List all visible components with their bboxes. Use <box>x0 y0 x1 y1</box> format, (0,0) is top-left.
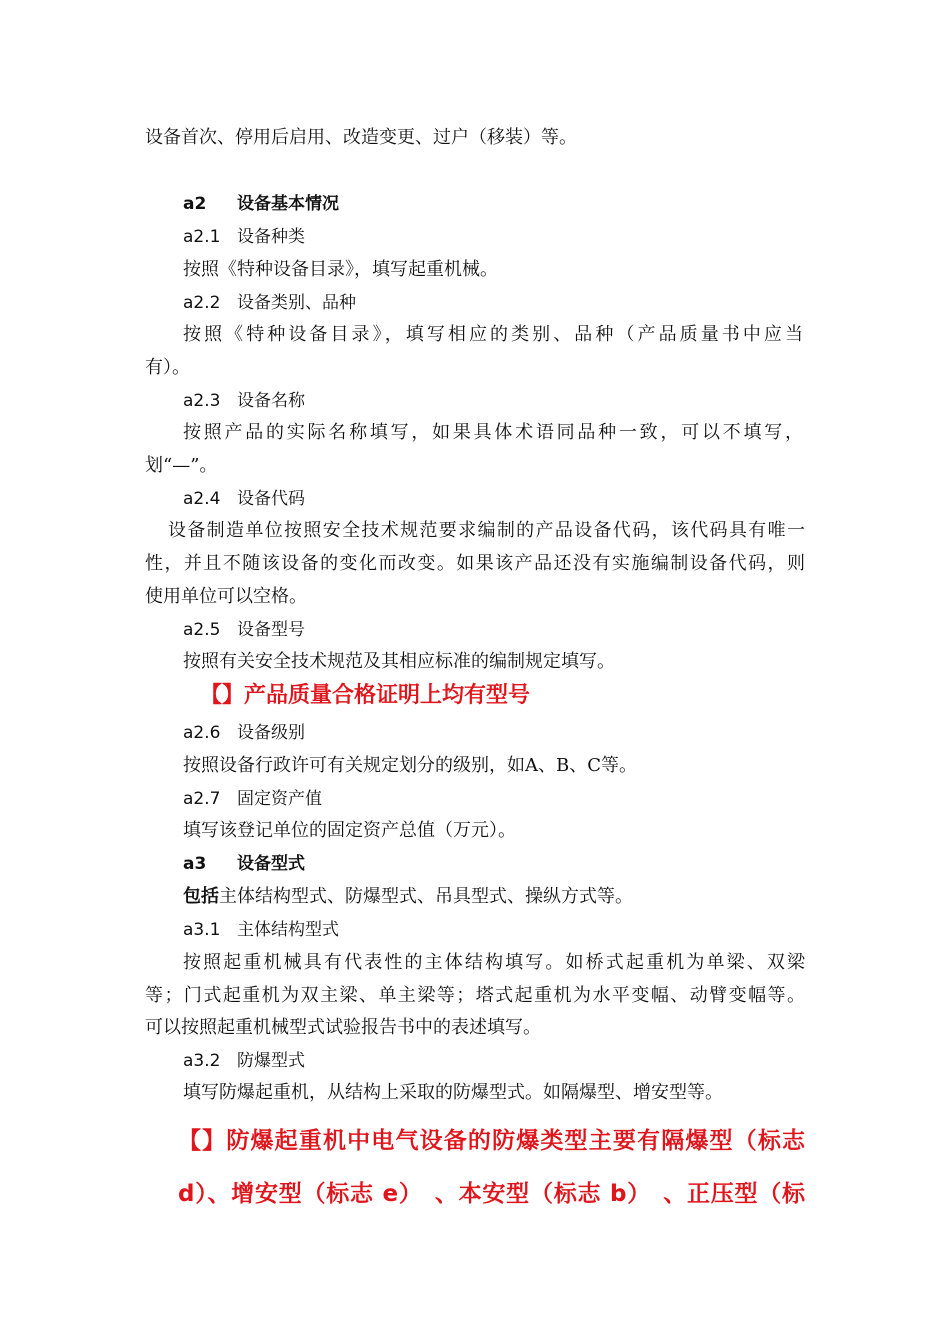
section-title: 设备型式 <box>237 854 305 874</box>
bold-text: 包括 <box>183 886 219 907</box>
section-heading-a2-5 <box>183 617 305 643</box>
annotation-note: 【】防爆起重机中电气设备的防爆类型主要有隔爆型（标志 <box>178 1128 805 1154</box>
section-heading-a3-2 <box>183 1048 305 1074</box>
section-title: 设备型号 <box>237 620 305 640</box>
text-line: 划“—”。 <box>145 455 218 476</box>
text-span: 主体结构型式、防爆型式、吊具型式、操纵方式等。 <box>219 886 633 907</box>
section-heading-a2-7 <box>183 786 322 812</box>
text-line: 按照起重机械具有代表性的主体结构填写。如桥式起重机为单梁、双梁 <box>183 952 805 973</box>
section-number: a2.2 <box>183 293 221 313</box>
section-title: 设备基本情况 <box>237 194 339 214</box>
section-number: a2.6 <box>183 723 221 743</box>
text-line: 填写该登记单位的固定资产总值（万元）。 <box>183 820 516 841</box>
section-title: 防爆型式 <box>237 1051 305 1071</box>
annotation-note: d）、增安型（标志 e） 、本安型（标志 b） 、正压型（标 <box>178 1181 805 1207</box>
text-line: 填写防爆起重机，从结构上采取的防爆型式。如隔爆型、增安型等。 <box>183 1082 723 1103</box>
text-line: 按照《特种设备目录》，填写起重机械。 <box>183 259 498 280</box>
section-heading-a2-6 <box>183 720 305 746</box>
section-number: a3 <box>183 854 207 874</box>
text-line: 设备制造单位按照安全技术规范要求编制的产品设备代码，该代码具有唯一 <box>168 520 805 541</box>
text-line: 等；门式起重机为双主梁、单主梁等；塔式起重机为水平变幅、动臂变幅等。 <box>145 985 805 1006</box>
section-title: 固定资产值 <box>237 789 322 809</box>
text-line: 有）。 <box>145 357 190 378</box>
section-number: a3.2 <box>183 1051 221 1071</box>
section-title: 设备名称 <box>237 391 305 411</box>
section-number: a2.3 <box>183 391 221 411</box>
text-line: 设备首次、停用后启用、改造变更、过户（移装）等。 <box>145 127 577 148</box>
text-line: 性，并且不随该设备的变化而改变。如果该产品还没有实施编制设备代码，则 <box>145 553 805 574</box>
section-heading-a2-1 <box>183 224 305 250</box>
section-number: a3.1 <box>183 920 221 940</box>
text-line: 按照《特种设备目录》，填写相应的类别、品种（产品质量书中应当 <box>183 324 803 345</box>
text-line: 可以按照起重机械型式试验报告书中的表述填写。 <box>145 1017 541 1038</box>
section-title: 设备种类 <box>237 227 305 247</box>
section-number: a2.1 <box>183 227 221 247</box>
section-heading-a2 <box>183 191 339 217</box>
section-heading-a3 <box>183 851 305 877</box>
section-heading-a2-4 <box>183 486 305 512</box>
section-heading-a2-2 <box>183 290 356 316</box>
text-line: 使用单位可以空格。 <box>145 586 307 607</box>
text-line: 按照有关安全技术规范及其相应标准的编制规定填写。 <box>183 651 615 672</box>
section-number: a2.4 <box>183 489 221 509</box>
text-line: 按照产品的实际名称填写，如果具体术语同品种一致，可以不填写， <box>183 422 803 443</box>
section-number: a2.5 <box>183 620 221 640</box>
section-title: 主体结构型式 <box>237 920 339 940</box>
section-number: a2.7 <box>183 789 221 809</box>
text-line <box>183 884 633 910</box>
section-title: 设备级别 <box>237 723 305 743</box>
section-title: 设备代码 <box>237 489 305 509</box>
section-title: 设备类别、品种 <box>237 293 356 313</box>
text-line: 按照设备行政许可有关规定划分的级别，如A、B、C等。 <box>183 755 637 776</box>
section-heading-a3-1 <box>183 917 339 943</box>
section-number: a2 <box>183 194 207 214</box>
annotation-note: 【】产品质量合格证明上均有型号 <box>200 683 531 708</box>
section-heading-a2-3 <box>183 388 305 414</box>
